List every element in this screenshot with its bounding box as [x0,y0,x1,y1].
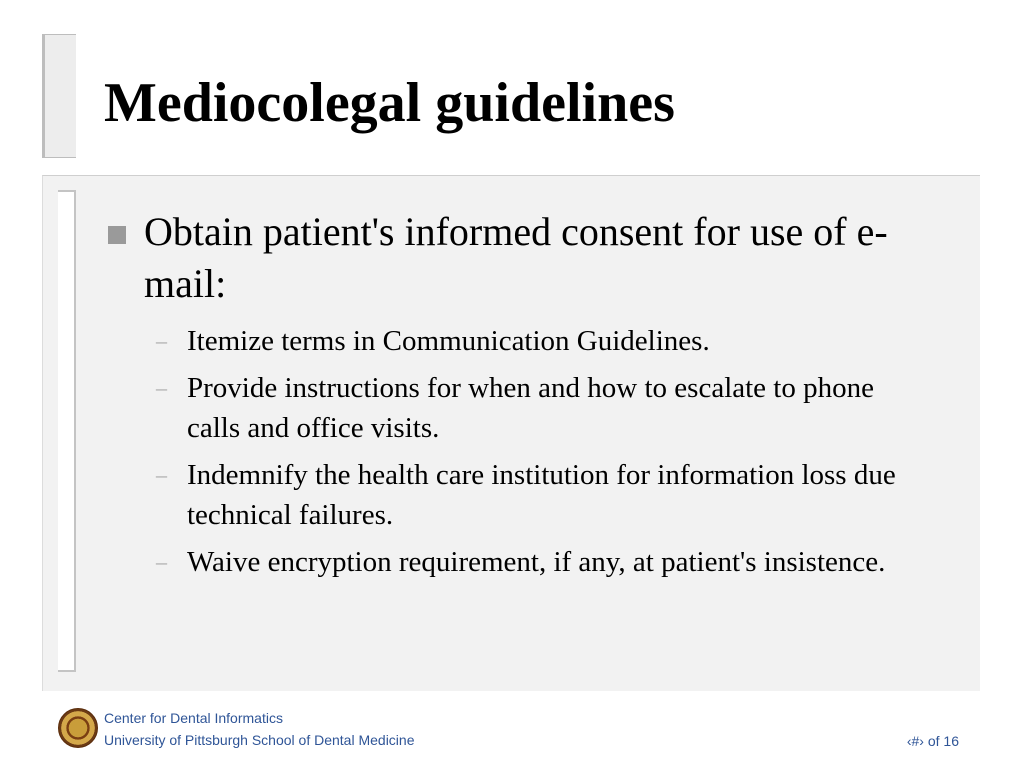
dash-bullet-icon: – [156,462,167,487]
sub-bullet-item [150,368,930,448]
sub-bullet-item [150,321,930,361]
dash-bullet-icon: – [156,375,167,400]
footer-affiliation [104,707,414,751]
footer-line-1: Center for Dental Informatics [104,710,283,726]
sub-bullet-text: Provide instructions for when and how to escalate to phone calls and office visits. [187,372,874,444]
sub-bullet-text: Itemize terms in Communication Guidelines. [187,325,710,357]
square-bullet-icon [108,226,126,244]
content-bracket-decoration [58,190,76,672]
dash-bullet-icon: – [156,328,167,353]
sub-bullet-text: Indemnify the health care institution for information loss due technical failures. [187,459,896,531]
slide-title: Mediocolegal guidelines [104,72,675,134]
page-number: ‹#› of 16 [906,733,959,749]
main-bullet-text: Obtain patient's informed consent for use of e-mail: [144,209,888,306]
dash-bullet-icon: – [156,549,167,574]
university-seal-icon [58,708,98,748]
sub-bullet-list [150,321,930,589]
title-accent-bar [42,34,76,158]
footer-line-2: University of Pittsburgh School of Dental Medicine [104,732,415,748]
sub-bullet-item [150,455,930,535]
sub-bullet-text: Waive encryption requirement, if any, at patient's insistence. [187,546,886,578]
sub-bullet-item [150,542,930,582]
